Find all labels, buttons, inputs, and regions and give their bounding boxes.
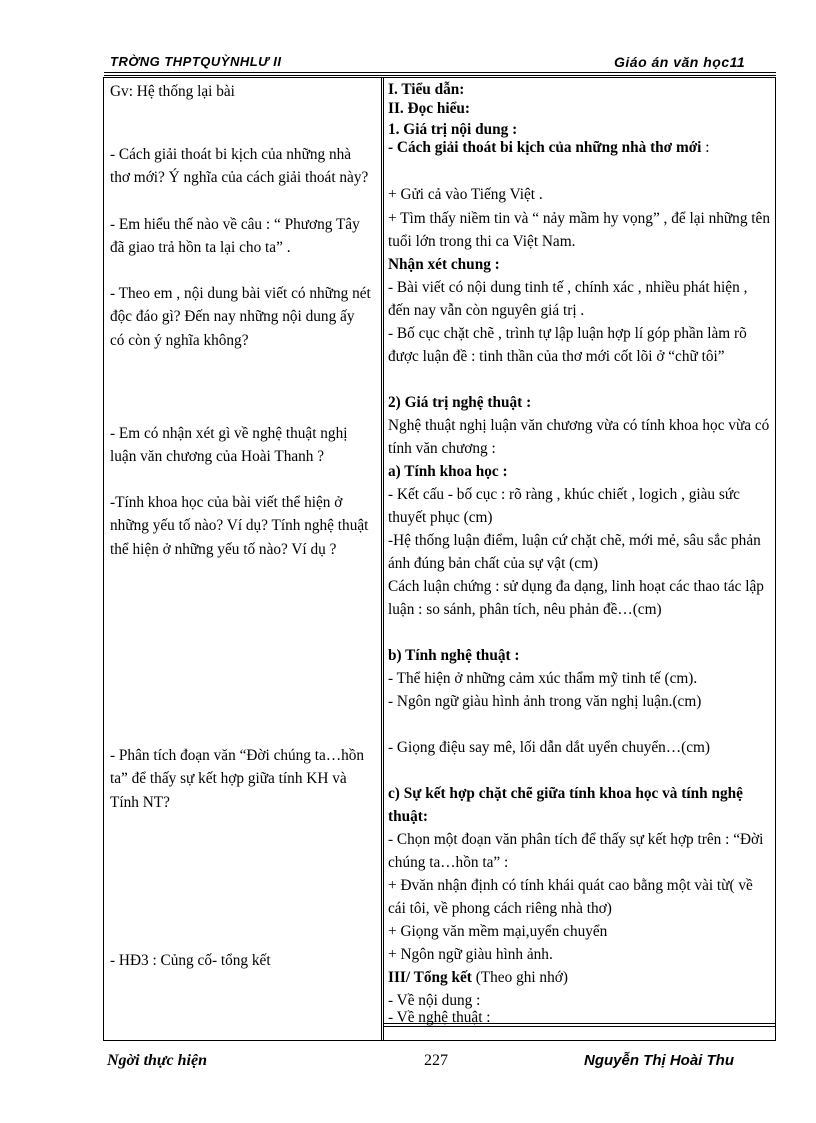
content-structure: - Kết cấu - bố cục : rõ ràng , khúc chiết , logich , giàu sức thuyết phục (cm) [388, 486, 740, 527]
left-item-question-4: - Em có nhận xét gì về nghệ thuật nghị luận văn chương của Hoài Thanh ? [110, 425, 348, 466]
content-column [383, 78, 776, 1040]
table-row-divider-2 [384, 1026, 776, 1027]
content-escape-method-bold: - Cách giải thoát bi kịch của những nhà thơ mới [388, 139, 702, 156]
content-point-vietnamese: + Gửi cả vào Tiếng Việt . [388, 186, 543, 203]
heading-artistic: b) Tính nghệ thuật : [388, 647, 520, 664]
lesson-table [103, 77, 776, 1041]
footer-page-number: 227 [424, 1052, 448, 1069]
content-imagery: + Ngôn ngữ giàu hình ảnh. [388, 946, 553, 963]
header-school-name: TRỜNG THPTQUỲNHLƯ II [110, 54, 282, 69]
footer-author-name: Nguyễn Thị Hoài Thu [584, 1052, 734, 1069]
content-emotion: - Thể hiện ở những cảm xúc thẩm mỹ tinh tế (cm). [388, 670, 698, 687]
content-remark-2: - Bố cục chặt chẽ , trình tự lập luận hợp lí góp phần làm rõ được luận đề : tinh thần của thơ mới cốt lõi ở “chữ tôi” [388, 325, 747, 366]
heading-combination: c) Sự kết hợp chặt chẽ giữa tính khoa học và tính nghệ thuật: [388, 785, 743, 826]
heading-content-value: 1. Giá trị nội dung : [388, 121, 518, 138]
content-analysis: - Chọn một đoạn văn phân tích để thấy sự kết hợp trên : “Đời chúng ta…hồn ta” : [388, 831, 764, 872]
content-point-hope: + Tìm thấy niềm tin và “ nảy mầm hy vọng” , để lại những tên tuổi lớn trong thi ca Việt Nam. [388, 210, 770, 251]
heading-conclusion [388, 966, 772, 989]
left-item-question-1: - Cách giải thoát bi kịch của những nhà thơ mới? Ý nghĩa của cách giải thoát này? [110, 146, 369, 187]
heading-intro: I. Tiểu dẫn: [388, 81, 465, 98]
heading-conclusion-rest: (Theo ghi nhớ) [471, 969, 568, 986]
left-item-review: Gv: Hệ thống lại bài [110, 83, 235, 100]
header-rule-bottom [104, 75, 776, 76]
heading-scientific: a) Tính khoa học : [388, 463, 508, 480]
content-escape-method [388, 136, 772, 159]
content-about-content: - Về nội dung : [388, 992, 481, 1009]
content-reasoning: Cách luận chứng : sử dụng đa dạng, linh hoạt các thao tác lập luận : so sánh, phân tích, nêu phản đề…(cm) [388, 578, 764, 619]
left-item-question-3: - Theo em , nội dung bài viết có những nét độc đáo gì? Đến nay những nội dung ấy có còn ý nghĩa không? [110, 285, 371, 349]
footer-author-label: Ngời thực hiện [107, 1052, 207, 1069]
content-generalization: + Đvăn nhận định có tính khái quát cao bằng một vài từ( về cái tôi, về phong cách riêng nhà thơ) [388, 877, 753, 918]
left-item-question-5: -Tính khoa học của bài viết thể hiện ở những yếu tố nào? Ví dụ? Tính nghệ thuật thể hiện ở những yếu tố nào? Ví dụ ? [110, 494, 369, 558]
content-about-art: - Về nghệ thuật : [388, 1009, 491, 1026]
left-item-summary: - HĐ3 : Củng cố- tổng kết [110, 952, 271, 969]
heading-general-remark: Nhận xét chung : [388, 256, 500, 273]
left-item-question-6: - Phân tích đoạn văn “Đời chúng ta…hồn ta” để thấy sự kết hợp giữa tính KH và Tính NT? [110, 747, 365, 811]
content-art-intro: Nghệ thuật nghị luận văn chương vừa có tính khoa học vừa có tính văn chương : [388, 417, 770, 458]
heading-reading: II. Đọc hiểu: [388, 100, 471, 117]
header-document-title: Giáo án văn học11 [614, 54, 746, 70]
content-escape-method-rest: : [701, 139, 710, 156]
content-arguments: -Hệ thống luận điểm, luận cứ chặt chẽ, mới mẻ, sâu sắc phản ánh đúng bản chất của sự vật (cm) [388, 532, 761, 573]
teacher-activity-column [104, 78, 382, 1040]
header-rule-top [104, 72, 776, 73]
content-tone: - Giọng điệu say mê, lối dẫn dắt uyển chuyển…(cm) [388, 739, 710, 756]
content-soft-style: + Giọng văn mềm mại,uyển chuyển [388, 923, 608, 940]
heading-art-value: 2) Giá trị nghệ thuật : [388, 394, 532, 411]
content-language: - Ngôn ngữ giàu hình ảnh trong văn nghị luận.(cm) [388, 693, 702, 710]
heading-conclusion-bold: III/ Tổng kết [388, 969, 472, 986]
content-remark-1: - Bài viết có nội dung tinh tế , chính xác , nhiều phát hiện , đến nay vẫn còn nguyên giá trị . [388, 279, 748, 320]
left-item-question-2: - Em hiểu thế nào về câu : “ Phương Tây đã giao trả hồn ta lại cho ta” . [110, 216, 360, 257]
table-row-divider-1 [384, 1023, 776, 1024]
